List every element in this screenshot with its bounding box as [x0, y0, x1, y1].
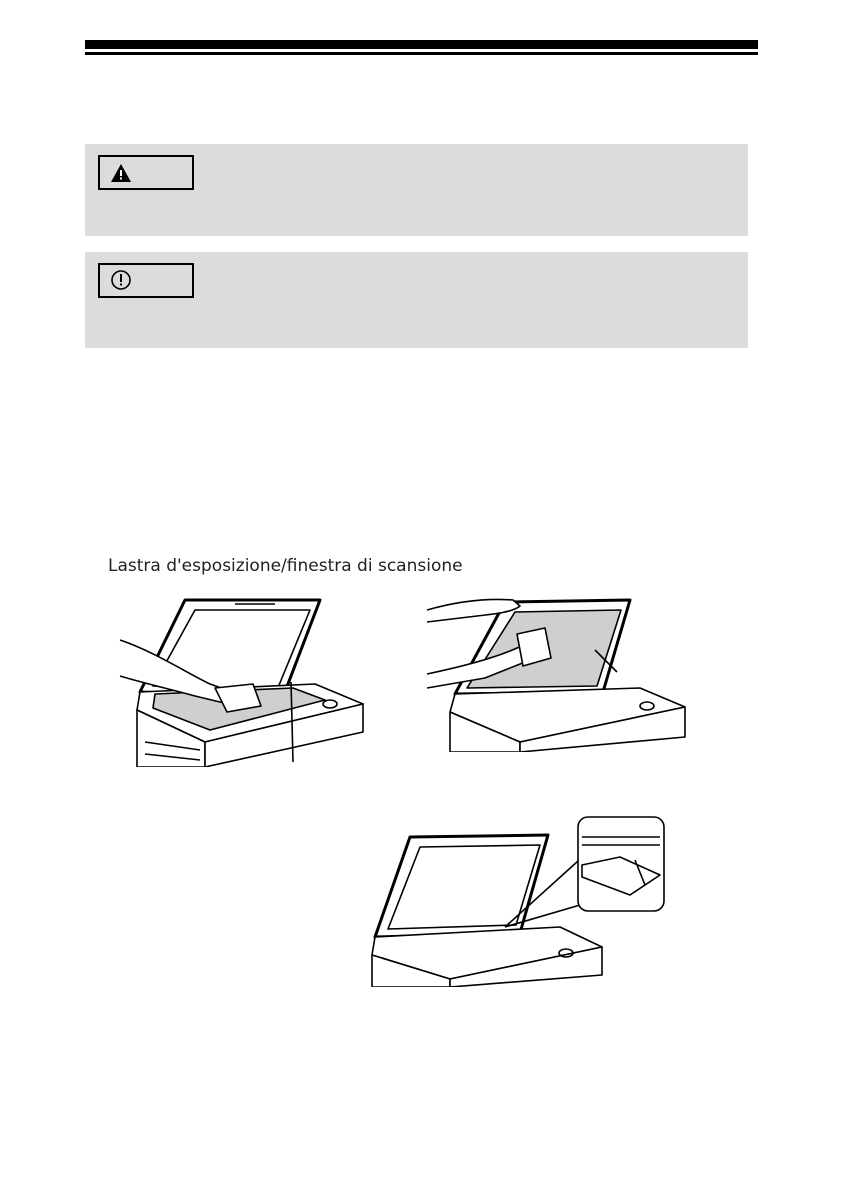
warning-triangle-icon	[110, 163, 132, 183]
illustration-cleaning-cover-underside	[425, 592, 695, 752]
caution-badge	[98, 263, 194, 298]
caution-notice	[85, 252, 748, 348]
header-rule-thin	[85, 52, 758, 55]
exclamation-circle-icon	[110, 269, 132, 291]
header-rule-thick	[85, 40, 758, 49]
warning-badge	[98, 155, 194, 190]
illustration-scanning-window-detail	[370, 815, 670, 987]
figure-caption: Lastra d'esposizione/finestra di scansione	[108, 556, 463, 576]
warning-notice	[85, 144, 748, 236]
illustration-cleaning-document-glass	[115, 592, 370, 767]
